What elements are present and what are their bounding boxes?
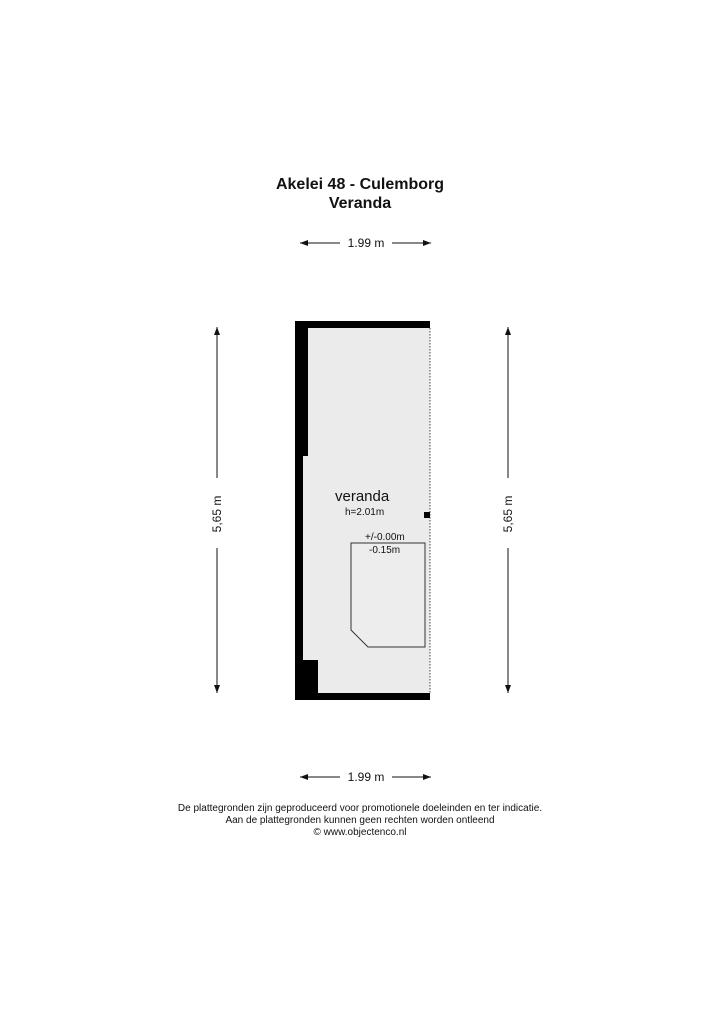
plan-title: Akelei 48 - Culemborg — [275, 176, 445, 193]
room-height-label: h=2.01m — [345, 507, 385, 518]
room-name-label: veranda — [335, 488, 390, 505]
disclaimer-line-1: De plattegronden zijn geproduceerd voor promotionele doeleinden en ter indicatie. — [177, 803, 543, 814]
top-width-dimension — [300, 236, 431, 250]
right-height-dimension — [501, 327, 515, 693]
left-height-label: 5,65 m — [210, 495, 224, 533]
bottom-width-label: 1.99 m — [347, 770, 385, 784]
plan-subtitle: Veranda — [328, 195, 392, 212]
disclaimer-line-2: Aan de plattegronden kunnen geen rechten worden ontleend — [225, 815, 495, 826]
level-label-lowered: -0.15m — [369, 545, 401, 556]
lowered-floor-area — [351, 543, 425, 647]
right-height-label: 5,65 m — [501, 495, 515, 533]
level-label-main: +/-0.00m — [365, 532, 405, 543]
bottom-width-dimension — [300, 770, 431, 784]
left-height-dimension — [210, 327, 224, 693]
top-width-label: 1.99 m — [347, 236, 385, 250]
disclaimer-copyright: © www.objectenco.nl — [313, 827, 407, 838]
